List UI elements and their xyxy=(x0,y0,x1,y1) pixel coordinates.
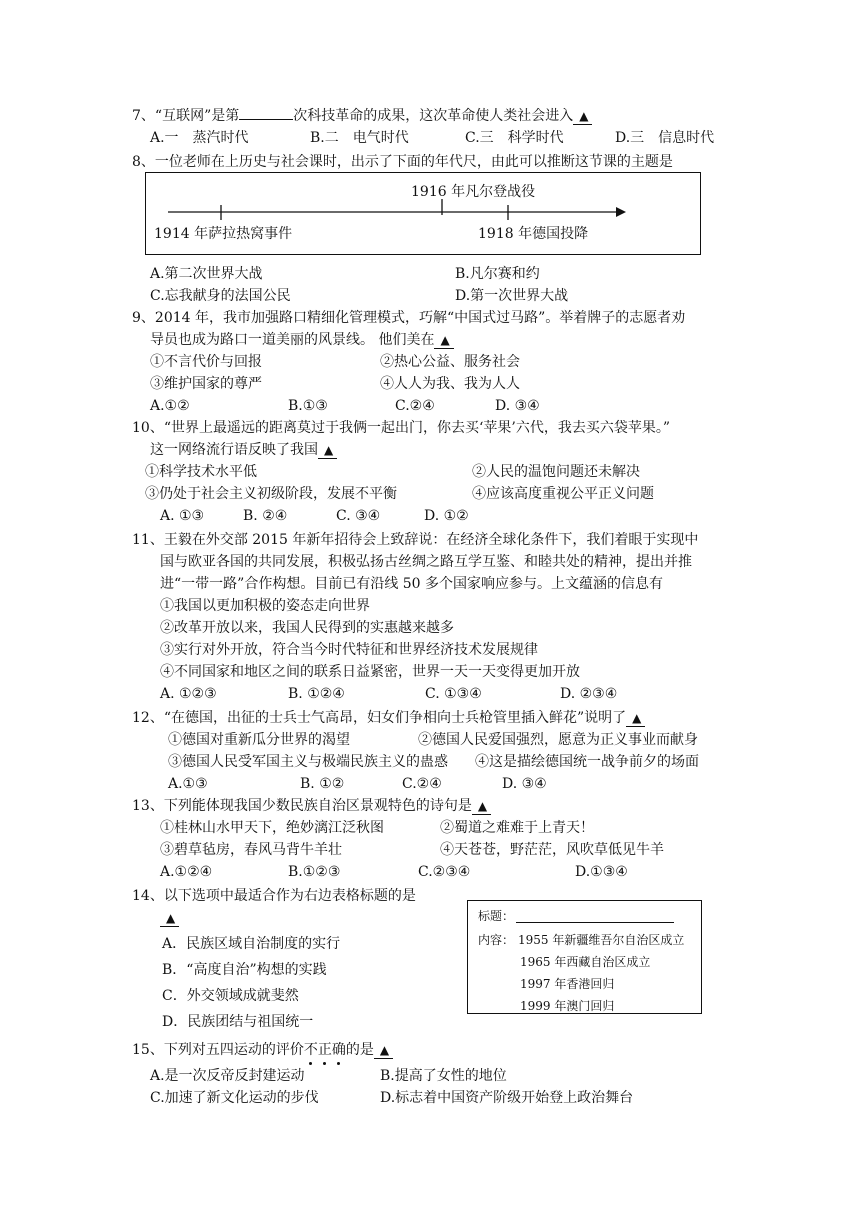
timeline-label-1916: 1916 年凡尔登战役 xyxy=(411,184,536,200)
q10-item-2: ②人民的温饱问题还未解决 xyxy=(472,464,640,480)
answer-marker: ▲ xyxy=(472,799,491,815)
timeline-label-1914: 1914 年萨拉热窝事件 xyxy=(154,226,293,242)
q9-option-a: A.①② xyxy=(150,398,190,414)
q10-stem-line1: 10、“世界上最遥远的距离莫过于我俩一起出门，你去买‘苹果’六代，我去买六袋苹果。” xyxy=(132,420,671,436)
q11-option-b: B. ①②④ xyxy=(288,686,345,702)
q12-option-c: C.②④ xyxy=(402,776,442,792)
q15-option-c: C.加速了新文化运动的步伐 xyxy=(150,1090,319,1106)
q10-option-c: C. ③④ xyxy=(336,508,381,524)
q15-stem: 15、下列对五四运动的评价不正确的是 ▲ xyxy=(132,1040,393,1060)
q11-item-2: ②改革开放以来，我国人民得到的实惠越来越多 xyxy=(160,620,454,636)
q13-option-b: B.①②③ xyxy=(288,864,341,880)
q13-item-1: ①桂林山水甲天下，绝妙漓江泛秋图 xyxy=(160,820,384,836)
q9-item-2: ②热心公益、服务社会 xyxy=(380,354,520,370)
table-row: 1955 年新疆维吾尔自治区成立 xyxy=(518,933,685,947)
q7-option-b: B.二 电气时代 xyxy=(310,130,409,146)
q12-item-2: ②德国人民爱国强烈，愿意为正义事业而献身 xyxy=(418,732,698,748)
q11-stem-line3: 进“一带一路”合作构想。目前已有沿线 50 多个国家响应参与。上文蕴涵的信息有 xyxy=(160,576,664,592)
q7-stem: 7、“互联网”是第 次科技革命的成果，这次革命使人类社会进入 ▲ xyxy=(132,104,592,126)
q11-item-1: ①我国以更加积极的姿态走向世界 xyxy=(160,598,370,614)
q11-item-3: ③实行对外开放，符合当今时代特征和世界经济技术发展规律 xyxy=(160,642,538,658)
q7-option-c: C.三 科学时代 xyxy=(465,130,564,146)
q10-item-1: ①科学技术水平低 xyxy=(145,464,257,480)
q9-stem-line1: 9、2014 年，我市加强路口精细化管理模式，巧解“中国式过马路”。举着牌子的志愿者劝 xyxy=(132,310,686,326)
q8-option-a: A.第二次世界大战 xyxy=(150,266,263,282)
table-row: 1999 年澳门回归 xyxy=(520,999,615,1013)
table-content-label: 内容： xyxy=(478,933,515,947)
answer-blank xyxy=(239,104,293,120)
emphasis-char: 不 xyxy=(303,1042,318,1058)
q7-option-a: A.一 蒸汽时代 xyxy=(150,130,249,146)
q14-marker-line xyxy=(160,908,179,928)
q10-item-4: ④应该高度重视公平正义问题 xyxy=(472,486,654,502)
q11-option-a: A. ①②③ xyxy=(160,686,217,702)
q14-option-a: A．民族区域自治制度的实行 xyxy=(162,936,341,952)
q9-option-d: D. ③④ xyxy=(495,398,540,414)
q9-item-3: ③维护国家的尊严 xyxy=(150,376,262,392)
q10-option-a: A. ①③ xyxy=(160,508,205,524)
q15-option-b: B.提高了女性的地位 xyxy=(380,1068,507,1084)
q10-option-d: D. ①② xyxy=(424,508,469,524)
q13-option-a: A.①②④ xyxy=(160,864,213,880)
q8-option-c: C.忘我献身的法国公民 xyxy=(150,288,291,304)
q12-item-1: ①德国对重新瓜分世界的渴望 xyxy=(168,732,350,748)
q12-option-d: D. ③④ xyxy=(502,776,547,792)
q13-item-2: ②蜀道之难难于上青天！ xyxy=(440,820,594,836)
q15-option-a: A.是一次反帝反封建运动 xyxy=(150,1068,305,1084)
table-row: 1965 年西藏自治区成立 xyxy=(520,955,651,969)
q14-option-b: B．“高度自治”构想的实践 xyxy=(162,962,327,978)
q10-stem-line2: 这一网络流行语反映了我国 ▲ xyxy=(150,440,337,460)
table-row: 1997 年香港回归 xyxy=(520,977,615,991)
q15-option-d: D.标志着中国资产阶级开始登上政治舞台 xyxy=(380,1090,634,1106)
q12-option-b: B. ①② xyxy=(300,776,345,792)
answer-marker: ▲ xyxy=(573,109,592,125)
q8-stem: 8、一位老师在上历史与社会课时，出示了下面的年代尺，由此可以推断这节课的主题是 xyxy=(132,154,673,170)
table-title-label: 标题： xyxy=(478,909,515,923)
q12-stem: 12、“在德国，出征的士兵士气高昂，妇女们争相向士兵枪管里插入鲜花”说明了 ▲ xyxy=(132,708,645,728)
timeline-label-1918: 1918 年德国投降 xyxy=(478,226,589,242)
q10-item-3: ③仍处于社会主义初级阶段，发展不平衡 xyxy=(145,486,397,502)
q11-stem-line2: 国与欧亚各国的共同发展，积极弘扬古丝绸之路互学互鉴、和睦共处的精神，提出并推 xyxy=(160,554,692,570)
q12-item-3: ③德国人民受军国主义与极端民族主义的蛊惑 xyxy=(168,754,448,770)
q9-option-b: B.①③ xyxy=(288,398,328,414)
q10-option-b: B. ②④ xyxy=(243,508,288,524)
q9-item-4: ④人人为我、我为人人 xyxy=(380,376,520,392)
q8-option-d: D.第一次世界大战 xyxy=(455,288,569,304)
emphasis-char: 确 xyxy=(331,1042,346,1058)
timeline-arrow xyxy=(146,173,702,256)
q9-stem-line2: 导员也成为路口一道美丽的风景线。 他们美在 ▲ xyxy=(150,330,454,350)
q13-stem: 13、下列能体现我国少数民族自治区景观特色的诗句是 ▲ xyxy=(132,796,491,816)
q13-item-3: ③碧草毡房，春风马背牛羊壮 xyxy=(160,842,342,858)
answer-marker: ▲ xyxy=(374,1043,393,1059)
q11-option-c: C. ①③④ xyxy=(425,686,482,702)
q12-option-a: A.①③ xyxy=(168,776,208,792)
q12-item-4: ④这是描绘德国统一战争前夕的场面 xyxy=(475,754,699,770)
answer-marker: ▲ xyxy=(160,911,179,927)
q9-item-1: ①不言代价与回报 xyxy=(150,354,262,370)
answer-marker: ▲ xyxy=(434,333,453,349)
timeline-box xyxy=(145,172,701,255)
events-table xyxy=(467,900,702,1014)
emphasis-char: 正 xyxy=(317,1042,332,1058)
q13-option-d: D.①③④ xyxy=(575,864,628,880)
q14-stem: 14、以下选项中最适合作为右边表格标题的是 xyxy=(132,888,416,904)
q13-item-4: ④天苍苍，野茫茫，风吹草低见牛羊 xyxy=(440,842,664,858)
q11-item-4: ④不同国家和地区之间的联系日益紧密，世界一天一天变得更加开放 xyxy=(160,664,580,680)
answer-marker: ▲ xyxy=(318,443,337,459)
q7-option-d: D.三 信息时代 xyxy=(615,130,715,146)
table-title-blank xyxy=(516,922,674,923)
q8-option-b: B.凡尔赛和约 xyxy=(455,266,540,282)
q14-option-d: D．民族团结与祖国统一 xyxy=(162,1014,314,1030)
answer-marker: ▲ xyxy=(626,711,645,727)
q13-option-c: C.②③④ xyxy=(418,864,471,880)
q11-option-d: D. ②③④ xyxy=(560,686,618,702)
q9-option-c: C.②④ xyxy=(395,398,435,414)
q11-stem-line1: 11、王毅在外交部 2015 年新年招待会上致辞说：在经济全球化条件下，我们着眼于实现中 xyxy=(132,532,699,548)
q14-option-c: C．外交领域成就斐然 xyxy=(162,988,299,1004)
